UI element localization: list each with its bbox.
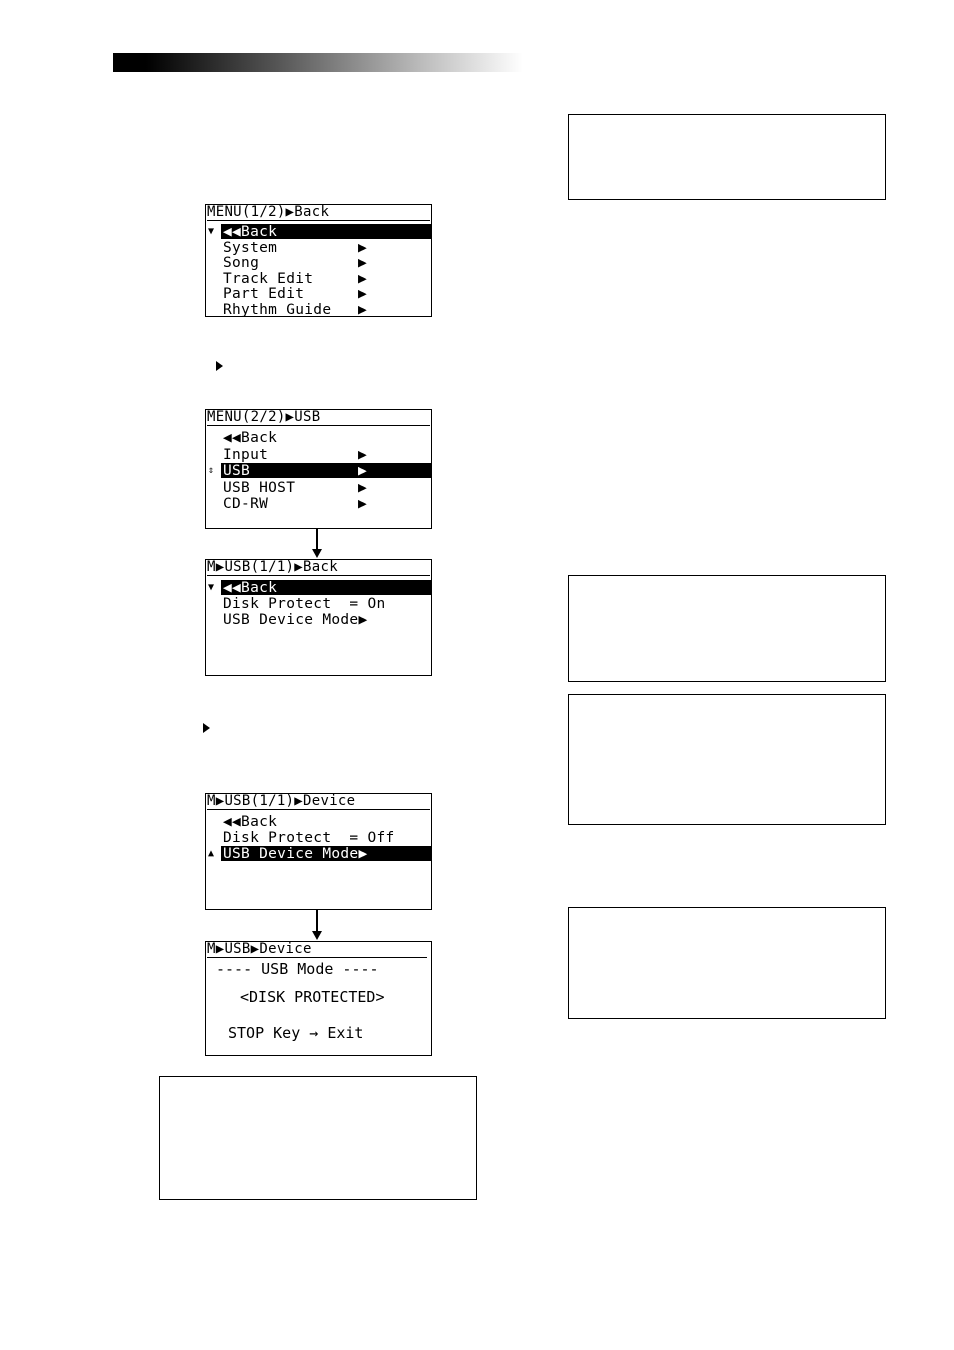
lcd-menu-page-2 <box>205 409 432 529</box>
menu-item[interactable] <box>206 830 431 846</box>
menu-item-label: System <box>223 239 278 256</box>
lcd-usb-menu-device <box>205 793 432 910</box>
menu-item[interactable] <box>206 480 431 496</box>
down-arrow-icon <box>316 529 318 550</box>
submenu-arrow-icon: ▶ <box>358 446 368 463</box>
lcd-title: M▶USB(1/1)▶Device <box>207 794 430 810</box>
lcd-menu-page-1 <box>205 204 432 317</box>
menu-item[interactable] <box>206 430 431 446</box>
menu-item[interactable] <box>206 463 431 479</box>
menu-item-label: ◀◀Back <box>223 580 278 596</box>
menu-item-label: USB Device Mode▶ <box>223 846 368 862</box>
menu-item-label: ◀◀Back <box>223 430 278 446</box>
menu-item-label: Track Edit <box>223 270 314 287</box>
menu-item-label: Part Edit <box>223 286 305 302</box>
note-box-right-3 <box>568 694 886 825</box>
submenu-arrow-icon: ▶ <box>358 301 368 317</box>
menu-item-label: USB Device Mode▶ <box>223 612 368 628</box>
menu-item-label: ◀◀Back <box>223 814 278 830</box>
submenu-arrow-icon: ▶ <box>358 270 368 287</box>
menu-item[interactable] <box>206 302 431 318</box>
lcd-title: MENU(1/2)▶Back <box>207 205 430 221</box>
menu-item-label: Disk Protect = Off <box>223 830 395 846</box>
menu-item-label: CD-RW <box>223 496 269 512</box>
note-box-right-4 <box>568 907 886 1019</box>
right-arrow-icon <box>203 723 210 733</box>
submenu-arrow-icon: ▶ <box>358 239 368 256</box>
lcd-title: M▶USB▶Device <box>207 942 427 958</box>
usb-mode-heading: ---- USB Mode ---- <box>216 960 379 978</box>
scroll-marker-icon: ⇕ <box>208 465 215 476</box>
menu-item[interactable] <box>206 224 431 240</box>
menu-item-label: Rhythm Guide <box>223 301 332 317</box>
right-arrow-icon <box>216 361 223 371</box>
menu-item-label: ◀◀Back <box>223 224 278 240</box>
menu-item[interactable] <box>206 240 431 256</box>
note-box-right-2 <box>568 575 886 682</box>
menu-item-label: USB <box>223 463 251 479</box>
menu-item[interactable] <box>206 271 431 287</box>
submenu-arrow-icon: ▶ <box>358 463 368 479</box>
menu-item[interactable] <box>206 496 431 512</box>
scroll-marker-icon: ▼ <box>208 226 215 237</box>
note-box-left-bottom <box>159 1076 477 1200</box>
submenu-arrow-icon: ▶ <box>358 255 368 271</box>
menu-item[interactable] <box>206 596 431 612</box>
menu-item-label: Input <box>223 446 269 463</box>
menu-item[interactable] <box>206 612 431 628</box>
menu-item-label: Song <box>223 255 260 271</box>
down-arrow-icon <box>316 910 318 932</box>
lcd-title: M▶USB(1/1)▶Back <box>207 560 430 576</box>
scroll-marker-icon: ▲ <box>208 848 215 859</box>
menu-item[interactable] <box>206 580 431 596</box>
selection-highlight <box>221 463 431 478</box>
submenu-arrow-icon: ▶ <box>358 496 368 512</box>
submenu-arrow-icon: ▶ <box>358 286 368 302</box>
disk-protected-status: <DISK PROTECTED> <box>240 988 385 1006</box>
scroll-marker-icon: ▼ <box>208 582 215 593</box>
menu-item-label: Disk Protect = On <box>223 596 386 612</box>
menu-item[interactable] <box>206 255 431 271</box>
note-box-right-1 <box>568 114 886 200</box>
menu-item[interactable] <box>206 286 431 302</box>
menu-item[interactable] <box>206 846 431 862</box>
submenu-arrow-icon: ▶ <box>358 479 368 496</box>
lcd-usb-menu-back <box>205 559 432 676</box>
exit-instruction: STOP Key → Exit <box>228 1024 364 1042</box>
menu-item-label: USB HOST <box>223 479 296 496</box>
lcd-usb-mode <box>205 941 432 1056</box>
section-header-bar <box>113 53 523 72</box>
menu-item[interactable] <box>206 814 431 830</box>
lcd-title: MENU(2/2)▶USB <box>207 410 430 426</box>
menu-item[interactable] <box>206 447 431 463</box>
